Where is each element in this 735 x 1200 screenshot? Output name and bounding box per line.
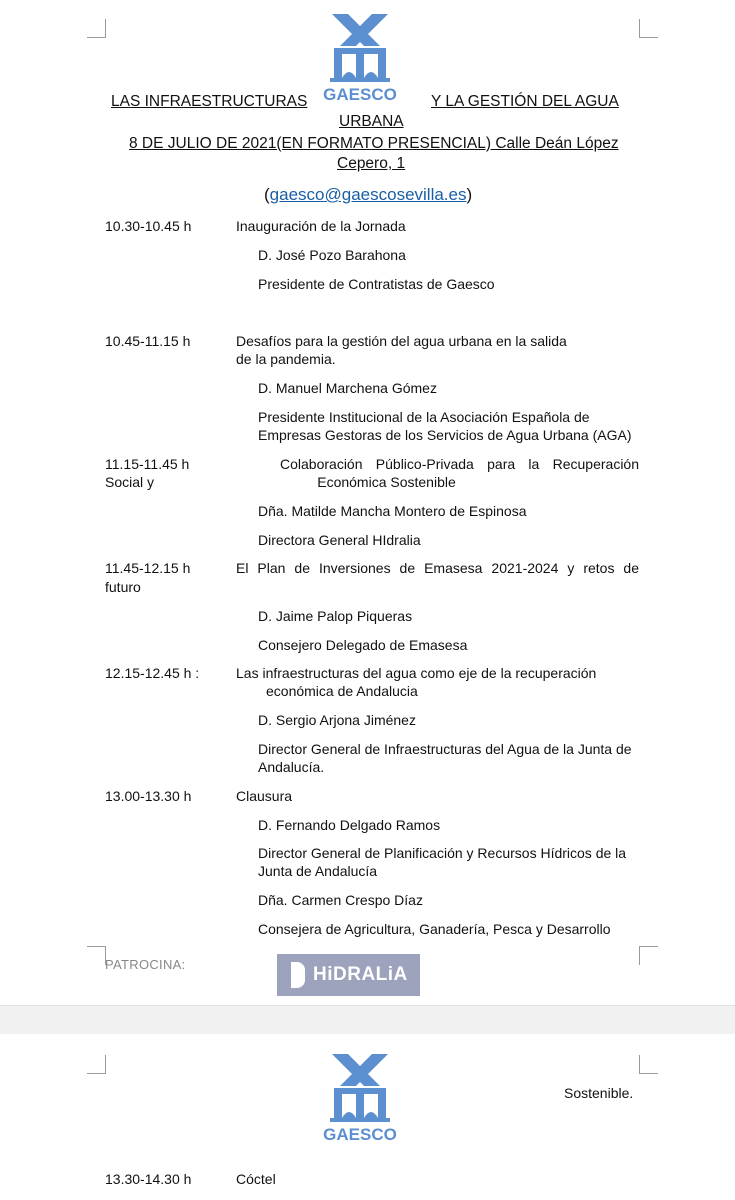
speaker-role-line: Andalucía. [258, 759, 325, 775]
crop-mark [639, 19, 658, 38]
title-right: Y LA GESTIÓN DEL AGUA [431, 93, 619, 110]
session-title-line: de la pandemia. [236, 351, 336, 367]
session-time-overflow: Social y [105, 474, 155, 490]
speaker-name: D. Jaime Palop Piqueras [258, 608, 413, 624]
session-time: 12.15-12.45 h : [105, 665, 200, 681]
gaesco-logo [318, 1052, 402, 1144]
session-time: 13.00-13.30 h [105, 788, 192, 804]
title-left: LAS INFRAESTRUCTURAS [111, 93, 308, 110]
speaker-name: D. Manuel Marchena Gómez [258, 380, 437, 396]
session-time: 11.15-11.45 h [105, 456, 190, 472]
speaker-name: D. Fernando Delgado Ramos [258, 817, 441, 833]
session-time-overflow: futuro [105, 579, 141, 595]
speaker-role: Presidente de Contratistas de Gaesco [258, 276, 495, 292]
email-link[interactable]: gaesco@gaescosevilla.es [269, 185, 467, 204]
session-title-line: Colaboración Público-Privada para la Recuperación [280, 456, 639, 472]
session-title: Clausura [236, 788, 293, 804]
speaker-name: D. José Pozo Barahona [258, 247, 406, 263]
speaker-role: Consejera de Agricultura, Ganadería, Pesca y Desarrollo [258, 921, 611, 937]
date-line: 8 DE JULIO DE 2021(EN FORMATO PRESENCIAL) Calle Deán López [129, 135, 619, 152]
hidralia-logo-text: HiDRALiA [313, 964, 408, 985]
page-separator [0, 1005, 735, 1035]
hidralia-mark-icon [291, 962, 305, 988]
speaker-role-line: Director General de Planificación y Recursos Hídricos de la [258, 845, 627, 861]
gaesco-logo [318, 12, 402, 104]
crop-mark [639, 946, 658, 965]
speaker-role-line: Empresas Gestoras de los Servicios de Agua Urbana (AGA) [258, 427, 632, 443]
crop-mark [87, 1055, 106, 1074]
document-page-2 [0, 1034, 735, 1200]
continued-text: Sostenible. [564, 1085, 634, 1101]
speaker-role: Directora General HIdralia [258, 532, 421, 548]
session-time: 11.45-12.15 h [105, 560, 191, 576]
gaesco-logo-text: GAESCO [323, 85, 397, 104]
speaker-role-line: Director General de Infraestructuras del Agua de la Junta de [258, 741, 632, 757]
session-time: 13.30-14.30 h [105, 1171, 192, 1187]
speaker-name: D. Sergio Arjona Jiménez [258, 712, 416, 728]
session-title-line: Las infraestructuras del agua como eje de la recuperación [236, 665, 597, 681]
email-open-paren: ( [264, 185, 270, 204]
contact-email [264, 184, 472, 206]
session-time: 10.30-10.45 h [105, 218, 192, 234]
session-time: 10.45-11.15 h [105, 333, 191, 349]
speaker-name: Dña. Matilde Mancha Montero de Espinosa [258, 503, 527, 519]
gaesco-logo-text: GAESCO [323, 1125, 397, 1144]
crop-mark [87, 19, 106, 38]
speaker-role-line: Presidente Institucional de la Asociación Española de [258, 409, 590, 425]
session-title: Inauguración de la Jornada [236, 218, 406, 234]
session-title-line: Económica Sostenible [317, 474, 456, 490]
session-title-line: Desafíos para la gestión del agua urbana en la salida [236, 333, 567, 349]
session-title-line: El Plan de Inversiones de Emasesa 2021-2024 y retos de [236, 560, 639, 576]
crop-mark [87, 946, 106, 965]
speaker-role: Consejero Delegado de Emasesa [258, 637, 468, 653]
email-close-paren: ) [466, 185, 473, 204]
session-title: Cóctel [236, 1171, 276, 1187]
speaker-role-line: Junta de Andalucía [258, 863, 378, 879]
sponsor-label: PATROCINA: [105, 957, 186, 972]
hidralia-logo [277, 954, 420, 996]
session-title-line: económica de Andalucia [266, 683, 418, 699]
address-line: Cepero, 1 [337, 155, 406, 172]
speaker-name: Dña. Carmen Crespo Díaz [258, 892, 423, 908]
title-continuation: URBANA [339, 113, 404, 130]
crop-mark [639, 1055, 658, 1074]
